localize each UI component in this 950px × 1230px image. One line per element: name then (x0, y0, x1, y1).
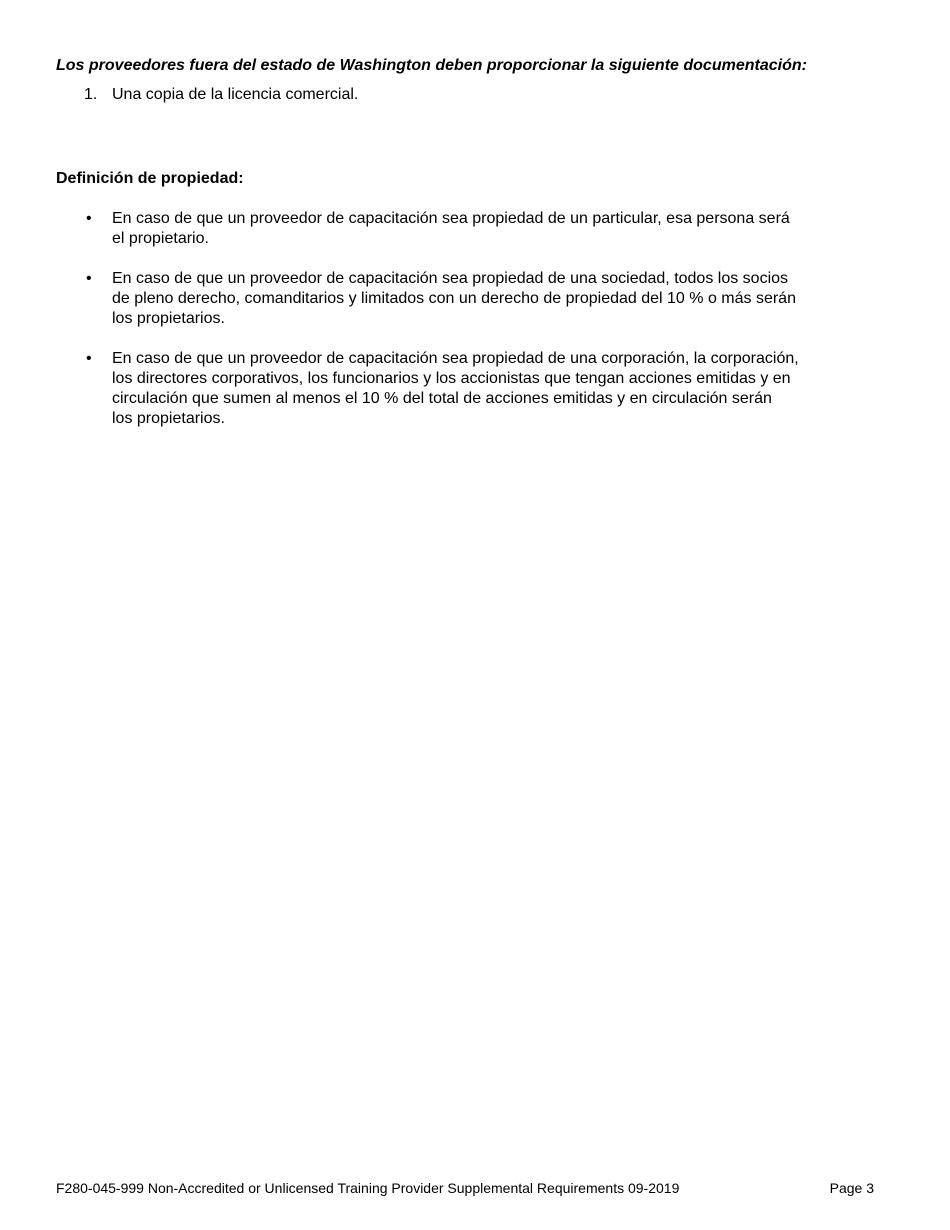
required-document-item (56, 85, 358, 105)
ownership-bullet-partnership (56, 269, 856, 329)
bullet-text-line: circulación que sumen al menos el 10 % del total de acciones emitidas y en circulación serán (112, 390, 772, 407)
bullet-text-line: En caso de que un proveedor de capacitación sea propiedad de una corporación, la corporación, (112, 350, 799, 367)
bullet-text-line: En caso de que un proveedor de capacitación sea propiedad de un particular, esa persona será (112, 210, 790, 227)
bullet-text-line: los directores corporativos, los funcionarios y los accionistas que tengan acciones emitidas y en (112, 370, 791, 387)
footer-page-number: Page 3 (829, 1180, 874, 1196)
bullet-text-line: los propietarios. (112, 310, 225, 327)
required-document-text: Una copia de la licencia comercial. (112, 86, 359, 103)
ownership-bullet-corporation (56, 349, 856, 429)
out-of-state-requirements-heading: Los proveedores fuera del estado de Washington deben proporcionar la siguiente documentación: (56, 57, 807, 74)
ownership-definition-list (56, 209, 856, 449)
bullet-icon: • (86, 270, 92, 287)
bullet-icon: • (86, 350, 92, 367)
bullet-text-line: los propietarios. (112, 410, 225, 427)
ownership-bullet-individual (56, 209, 856, 249)
bullet-text-line: de pleno derecho, comanditarios y limitados con un derecho de propiedad del 10 % o más serán (112, 290, 796, 307)
footer-form-identifier: F280-045-999 Non-Accredited or Unlicensed Training Provider Supplemental Requirements 09-2019 (56, 1180, 680, 1196)
ownership-definition-heading: Definición de propiedad: (56, 170, 244, 187)
bullet-text-line: el propietario. (112, 230, 209, 247)
bullet-icon: • (86, 210, 92, 227)
bullet-text-line: En caso de que un proveedor de capacitación sea propiedad de una sociedad, todos los socios (112, 270, 789, 287)
required-documents-list (56, 85, 358, 105)
list-number: 1. (84, 86, 98, 103)
